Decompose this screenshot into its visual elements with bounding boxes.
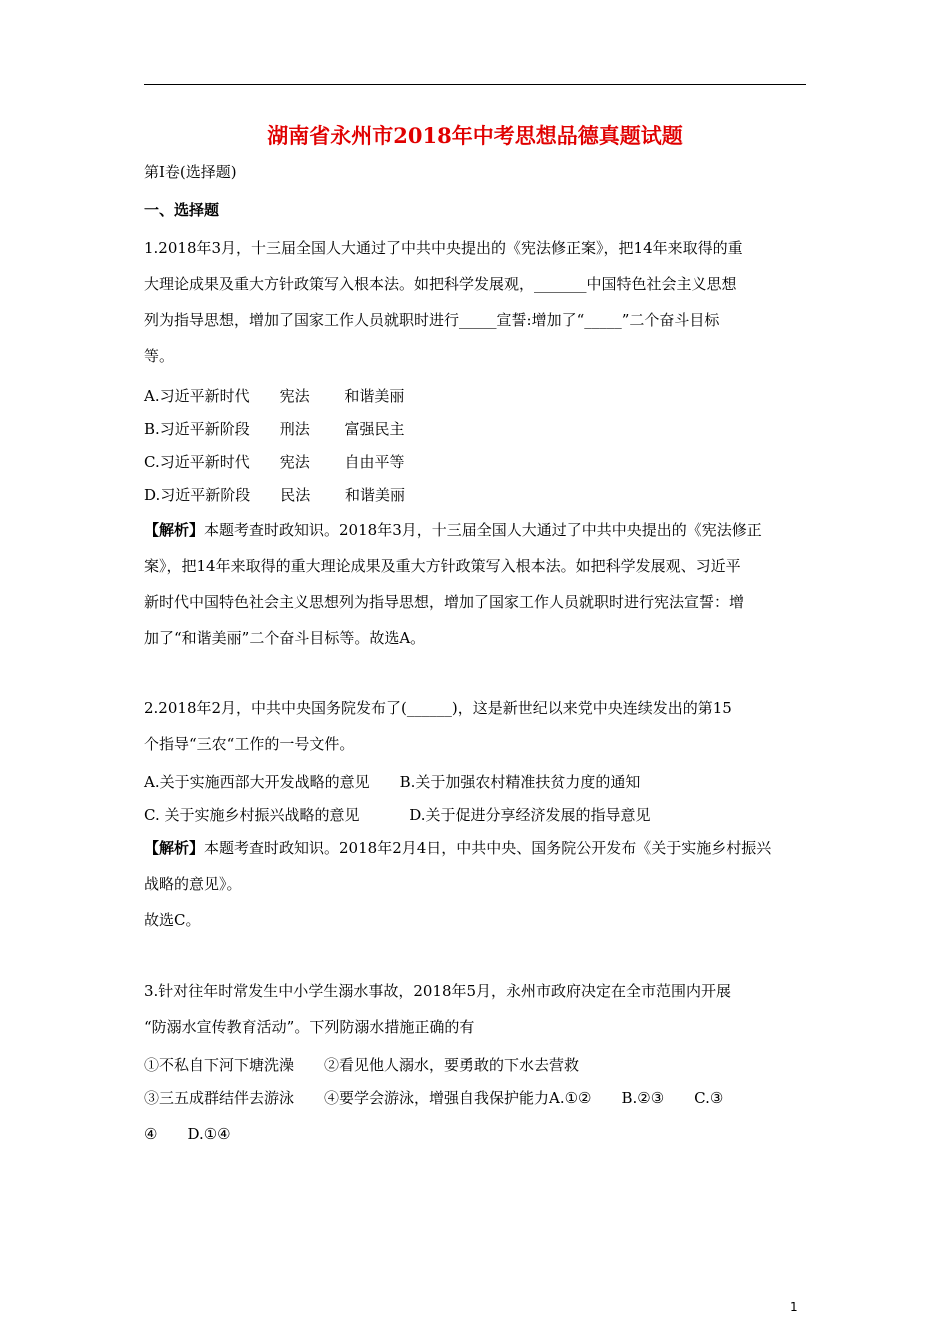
- q2-options-row-1: A.关于实施西部大开发战略的意见 B.关于加强农村精准扶贫力度的通知: [144, 773, 641, 791]
- page-number: 1: [790, 1300, 798, 1314]
- q1-line-1: 1.2018年3月，十三届全国人大通过了中共中央提出的《宪法修正案》，把14年来取得的重: [144, 239, 743, 257]
- q1-option-c: C.习近平新时代 宪法 自由平等: [144, 453, 405, 471]
- q1-option-d: D.习近平新阶段 民法 和谐美丽: [144, 486, 406, 504]
- analysis-text: 本题考查时政知识。2018年2月4日，中共中央、国务院公开发布《关于实施乡村振兴: [204, 839, 772, 857]
- q3-items-row-2: ③三五成群结伴去游泳 ④要学会游泳，增强自我保护能力A.①② B.②③ C.③: [144, 1089, 724, 1107]
- part-heading: 一、选择题: [144, 201, 220, 219]
- q2-text: )，这是新世纪以来党中央连续发出的第15: [451, 699, 732, 717]
- q1-analysis-line-2: 案》，把14年来取得的重大理论成果及重大方针政策写入根本法。如把科学发展观、习近平: [144, 557, 741, 575]
- analysis-tag: 【解析】: [144, 839, 205, 857]
- q2-text: 2.2018年2月，中共中央国务院发布了(: [144, 699, 407, 717]
- q1-option-a: A.习近平新时代 宪法 和谐美丽: [144, 387, 405, 405]
- analysis-tag: 【解析】: [144, 521, 205, 539]
- q3-line-1: 3.针对往年时常发生中小学生溺水事故，2018年5月，永州市政府决定在全市范围内开展: [144, 982, 732, 1000]
- q1-blank-2: _____: [459, 311, 497, 329]
- q2-analysis-line-2: 战略的意见》。: [144, 875, 242, 893]
- q1-text: 大理论成果及重大方针政策写入根本法。如把科学发展观，: [144, 275, 535, 293]
- q1-text: 列为指导思想，增加了国家工作人员就职时进行: [144, 311, 460, 329]
- q2-line-2: 个指导“三农“工作的一号文件。: [144, 735, 355, 753]
- page-title: 湖南省永州市2018年中考思想品德真题试题: [267, 123, 683, 148]
- q3-items-row-3: ④ D.①④: [144, 1125, 231, 1143]
- q2-line-1: [144, 697, 732, 719]
- q1-text: 中国特色社会主义思想: [586, 275, 737, 293]
- q2-answer: 故选C。: [144, 911, 201, 929]
- analysis-text: 本题考查时政知识。2018年3月，十三届全国人大通过了中共中央提出的《宪法修正: [204, 521, 762, 539]
- q1-analysis-line-4: 加了“和谐美丽”二个奋斗目标等。故选A。: [144, 629, 426, 647]
- header-rule: [144, 84, 806, 85]
- q1-blank-1: _______: [534, 275, 587, 293]
- q1-line-3: [144, 309, 719, 331]
- q1-line-2: [144, 273, 737, 295]
- q2-analysis-line-1: [144, 837, 771, 859]
- q1-analysis-line-3: 新时代中国特色社会主义思想列为指导思想，增加了国家工作人员就职时进行宪法宣誓：增: [144, 593, 745, 611]
- q1-text: 宣誓:增加了“: [496, 311, 585, 329]
- q1-blank-3: _____: [584, 311, 622, 329]
- q1-analysis-line-1: [144, 519, 762, 541]
- q2-blank: ______: [406, 699, 452, 717]
- section-label: 第Ⅰ卷(选择题): [144, 163, 237, 181]
- q1-text: ”二个奋斗目标: [621, 311, 720, 329]
- q1-option-b: B.习近平新阶段 刑法 富强民主: [144, 420, 405, 438]
- q3-line-2: “防溺水宣传教育活动”。下列防溺水措施正确的有: [144, 1018, 475, 1036]
- q1-line-4: 等。: [144, 347, 175, 365]
- q2-options-row-2: C. 关于实施乡村振兴战略的意见 D.关于促进分享经济发展的指导意见: [144, 806, 651, 824]
- q3-items-row-1: ①不私自下河下塘洗澡 ②看见他人溺水，要勇敢的下水去营救: [144, 1056, 580, 1074]
